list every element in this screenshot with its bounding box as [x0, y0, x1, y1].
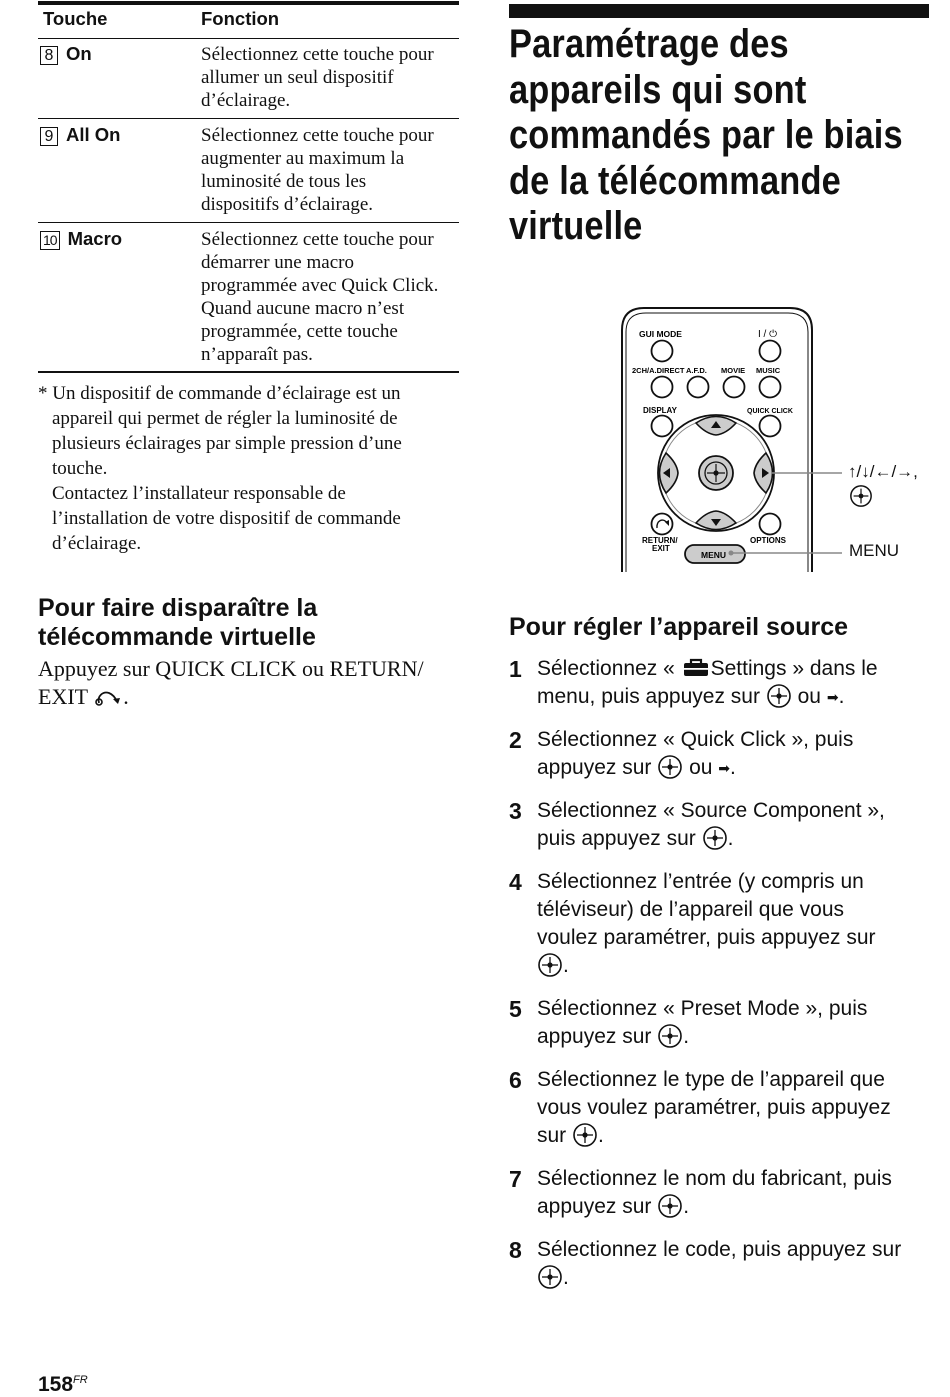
- enter-button-icon: [849, 484, 873, 508]
- label-music: MUSIC: [756, 366, 781, 375]
- step-line: Sélectionnez le code, puis appuyez sur: [537, 1238, 902, 1261]
- label-display: DISPLAY: [643, 406, 677, 415]
- key-label: On: [66, 43, 92, 64]
- body-line: EXIT .: [38, 684, 129, 709]
- step-line: Sélectionnez l’entrée (y compris un: [537, 870, 864, 893]
- label-quick-click: QUICK CLICK: [747, 408, 793, 415]
- music-button[interactable]: [760, 377, 781, 398]
- enter-button-icon: [766, 683, 792, 709]
- footnote-line: touche.: [52, 458, 108, 479]
- page-number-value: 158: [38, 1373, 74, 1396]
- enter-button-icon: [537, 952, 563, 978]
- callout-menu-label: MENU: [849, 541, 900, 560]
- step-number: 1: [509, 656, 522, 682]
- body-line: Appuyez sur QUICK CLICK ou RETURN/: [38, 656, 424, 681]
- step-line: .: [537, 1264, 932, 1292]
- function-line: luminosité de tous les: [201, 171, 367, 192]
- function-line: augmenter au maximum la: [201, 148, 405, 169]
- function-line: Sélectionnez cette touche pour: [201, 229, 434, 250]
- afd-button[interactable]: [688, 377, 709, 398]
- label-power: I / ⏻: [758, 329, 778, 340]
- step-line: Sélectionnez le type de l’appareil que: [537, 1068, 885, 1091]
- footnote-line: d’éclairage.: [52, 533, 142, 554]
- callout-dot-menu: [729, 551, 734, 556]
- enter-button-icon: [657, 754, 683, 780]
- title-line: appareils qui sont: [509, 67, 807, 112]
- gui-mode-button[interactable]: [652, 341, 673, 362]
- right-arrow-icon: ➡: [718, 760, 731, 776]
- key-number-badge: 9: [40, 127, 58, 146]
- step-line: Sélectionnez « Source Component »,: [537, 799, 885, 822]
- title-line: Paramétrage des: [509, 22, 789, 66]
- step-number: 8: [509, 1237, 522, 1263]
- section-heading-source: Pour régler l’appareil source: [509, 613, 849, 641]
- label-return: RETURN/: [642, 536, 678, 545]
- section-body-hide-remote: [38, 655, 458, 711]
- body-text: EXIT: [38, 684, 88, 709]
- column-header-function: Fonction: [201, 8, 280, 29]
- key-number-badge: 10: [40, 231, 60, 250]
- display-button[interactable]: [652, 416, 673, 437]
- step-number: 4: [509, 869, 522, 895]
- function-line: n’apparaît pas.: [201, 344, 313, 365]
- step-number: 6: [509, 1067, 522, 1093]
- function-line: Quand aucune macro n’est: [201, 298, 405, 319]
- step-line: Sélectionnez « Quick Click », puis: [537, 728, 854, 751]
- column-header-key: Touche: [43, 8, 108, 29]
- row-divider: [38, 118, 459, 119]
- label-options: OPTIONS: [750, 536, 787, 545]
- key-number-badge: 8: [40, 46, 58, 65]
- remote-drawing: [610, 300, 930, 575]
- enter-button-icon: [702, 825, 728, 851]
- key-cell: [40, 43, 92, 65]
- label-gui-mode: GUI MODE: [639, 329, 682, 339]
- function-cell: [201, 228, 459, 366]
- key-label: All On: [66, 124, 121, 145]
- title-line: commandés par le biais: [509, 113, 903, 157]
- step-line: voulez paramétrer, puis appuyez sur: [537, 926, 876, 949]
- label-2ch: 2CH/A.DIRECT: [632, 366, 685, 375]
- step-line: appuyez sur ou ➡.: [537, 754, 932, 782]
- step-line: appuyez sur .: [537, 1025, 690, 1048]
- movie-button[interactable]: [724, 377, 745, 398]
- page-language-suffix: FR: [73, 1374, 88, 1386]
- footnote-line: plusieurs éclairages par simple pression d’une: [52, 433, 402, 454]
- return-button[interactable]: [652, 514, 673, 535]
- footnote-line: l’installation de votre dispositif de commande: [52, 508, 401, 529]
- function-line: d’éclairage.: [201, 90, 291, 111]
- function-line: dispositifs d’éclairage.: [201, 194, 374, 215]
- step-line: sur .: [537, 1124, 604, 1147]
- return-icon: [93, 688, 123, 706]
- heading-line: Pour faire disparaître la: [38, 594, 318, 622]
- toolbox-icon: [681, 657, 711, 677]
- function-line: Sélectionnez cette touche pour: [201, 125, 434, 146]
- step-line: puis appuyez sur .: [537, 827, 734, 850]
- table-top-rule: [38, 1, 459, 5]
- label-movie: MOVIE: [721, 366, 746, 375]
- table-bottom-rule: [38, 371, 459, 373]
- step-line: Sélectionnez « Settings » dans le: [537, 657, 878, 680]
- callout-arrows-label: ↑/↓/←/→,: [848, 462, 918, 481]
- step-number: 2: [509, 727, 522, 753]
- enter-dot: [713, 470, 718, 475]
- step-number: 5: [509, 996, 522, 1022]
- step-line: appuyez sur .: [537, 1195, 690, 1218]
- row-divider: [38, 222, 459, 223]
- 2ch-button[interactable]: [652, 377, 673, 398]
- key-cell: [40, 124, 120, 146]
- function-cell: [201, 43, 459, 112]
- step-line: téléviseur) de l’appareil que vous: [537, 898, 845, 921]
- remote-illustration: [610, 300, 930, 575]
- label-menu: MENU: [701, 550, 727, 560]
- page-number: [38, 1373, 88, 1397]
- heading-line: télécommande virtuelle: [38, 623, 316, 651]
- label-afd: A.F.D.: [686, 366, 707, 375]
- step-line: vous voulez paramétrer, puis appuyez: [537, 1096, 891, 1119]
- options-button[interactable]: [760, 514, 781, 535]
- function-line: allumer un seul dispositif: [201, 67, 394, 88]
- enter-button-icon: [572, 1122, 598, 1148]
- enter-button-icon: [537, 1264, 563, 1290]
- function-line: démarrer une macro: [201, 252, 354, 273]
- enter-button-icon: [657, 1193, 683, 1219]
- quick-click-button[interactable]: [760, 416, 781, 437]
- title-rule: [509, 4, 929, 18]
- function-line: programmée, cette touche: [201, 321, 398, 342]
- key-label: Macro: [67, 228, 123, 249]
- key-cell: [40, 228, 122, 250]
- footnote-line: appareil qui permet de régler la luminosité de: [52, 408, 398, 429]
- step-line: Sélectionnez « Preset Mode », puis: [537, 997, 868, 1020]
- step-line: menu, puis appuyez sur ou ➡.: [537, 683, 932, 711]
- right-arrow-icon: ➡: [826, 689, 839, 705]
- step-line: Sélectionnez le nom du fabricant, puis: [537, 1167, 892, 1190]
- footnote: [38, 381, 458, 556]
- table-header-rule: [38, 38, 459, 39]
- footnote-line: Contactez l’installateur responsable de: [52, 483, 346, 504]
- power-button[interactable]: [760, 341, 781, 362]
- title-line: virtuelle: [509, 204, 643, 248]
- label-exit: EXIT: [652, 544, 670, 553]
- footnote-line: * Un dispositif de commande d’éclairage est un: [38, 383, 401, 404]
- step-line: .: [537, 952, 932, 980]
- enter-button-icon: [657, 1023, 683, 1049]
- section-heading-hide-remote: [38, 594, 458, 652]
- function-line: programmée avec Quick Click.: [201, 275, 439, 296]
- step-number: 3: [509, 798, 522, 824]
- function-cell: [201, 124, 459, 216]
- function-line: Sélectionnez cette touche pour: [201, 44, 434, 65]
- main-title: [509, 22, 930, 250]
- title-line: de la télécommande: [509, 158, 841, 203]
- step-number: 7: [509, 1166, 522, 1192]
